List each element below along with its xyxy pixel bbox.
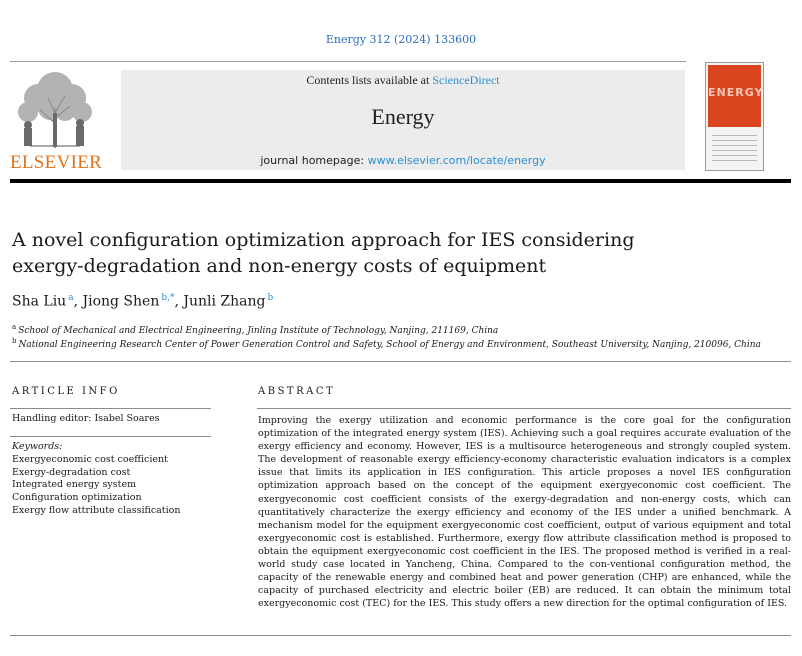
article-title — [12, 227, 712, 279]
section-divider — [10, 361, 791, 362]
header-thick-rule — [10, 179, 791, 183]
keyword-item[interactable]: Exergyeconomic cost coefficient — [12, 453, 168, 465]
journal-name: Energy — [371, 104, 435, 129]
journal-banner — [121, 70, 685, 170]
keywords-label: Keywords: — [12, 441, 63, 452]
cover-title: ENERGY — [708, 86, 764, 99]
keyword-item[interactable]: Exergy-degradation cost — [12, 466, 131, 478]
affiliation-text: National Engineering Research Center of Power Generation Control and Safety, School of Energy and Environment, Southeast University, Nanjing, 210096, China — [18, 340, 761, 350]
cover-text-lines — [712, 135, 757, 165]
homepage-prefix: journal homepage: — [260, 154, 368, 167]
abstract-body: Improving the exergy utilization and economic performance is the core goal for the configuration optimization of the integrated energy system (IES). Achieving such a goal requires accurate evaluation of the exergy efficiency and economy. However, IES is a multisource heterogeneous and strongly coupled system. The development of reasonable exergy efficiency-economy characteristic evaluation indicators is a complex issue that limits its application in IES configuration. This article proposes a novel IES configuration optimization approach based on the concept of the equipment exergyeconomic cost coefficient. The exergyeconomic cost coefficient consists of the exergy-degradation and non-energy costs, which can quantitatively characterize the exergy efficiency and economy of the IES under a unified benchmark. A mechanism model for the equipment exergyeconomic cost coefficient, output of various equipment and total exergyeconomic cost is established. Furthermore, exergy flow attribute classification method is proposed to obtain the equipment exergyeconomic cost coefficient in the IES. The proposed method is verified in a real-world study case located in Yancheng, China. Compared to the con-ventional configuration method, the capacity of the renewable energy and combined heat and power generation (CHP) are enhanced, while the capacity of purchased electricity and electric boiler (EB) are reduced. It can obtain the minimum total exergyeconomic cost (TEC) for the IES. This study offers a new direction for the optimal configuration of IES. — [258, 415, 791, 610]
affiliation-a — [12, 323, 498, 336]
author-name[interactable]: Junli Zhang — [183, 293, 266, 310]
author-separator: , — [174, 293, 184, 310]
journal-cover-thumbnail[interactable] — [705, 62, 764, 171]
article-info-heading: ARTICLE INFO — [12, 386, 120, 397]
handling-editor: Handling editor: Isabel Soares — [12, 413, 160, 424]
header-top-rule — [10, 61, 686, 62]
journal-citation[interactable]: Energy 312 (2024) 133600 — [325, 33, 477, 46]
keyword-item[interactable]: Configuration optimization — [12, 492, 142, 504]
keywords-rule — [10, 436, 211, 437]
author-affil-link[interactable]: b — [267, 293, 274, 303]
affiliation-b — [12, 337, 761, 350]
journal-homepage-link[interactable]: www.elsevier.com/locate/energy — [367, 154, 546, 167]
affiliation-marker: a — [12, 323, 17, 331]
publisher-name[interactable]: ELSEVIER — [10, 152, 103, 173]
author-separator: , — [73, 293, 83, 310]
homepage-line — [121, 154, 685, 167]
author-affil-link[interactable]: b,* — [161, 293, 175, 303]
contents-line — [121, 73, 685, 88]
author-name[interactable]: Sha Liu — [12, 293, 67, 310]
bottom-rule — [10, 635, 791, 636]
affiliation-marker: b — [12, 337, 17, 345]
title-line-1: A novel configuration optimization approach for IES considering — [12, 229, 635, 251]
contents-prefix: Contents lists available at — [306, 73, 433, 87]
abstract-heading: ABSTRACT — [258, 386, 336, 397]
author-name[interactable]: Jiong Shen — [82, 293, 160, 310]
article-info-rule — [10, 408, 211, 409]
sciencedirect-link[interactable]: ScienceDirect — [432, 73, 500, 87]
keyword-item[interactable]: Integrated energy system — [12, 479, 137, 491]
keywords-block — [12, 441, 181, 518]
author-affil-link[interactable]: a — [68, 293, 74, 303]
author-list — [12, 293, 273, 310]
affiliation-text: School of Mechanical and Electrical Engineering, Jinling Institute of Technology, Nanjing, 211169, China — [18, 326, 499, 336]
keyword-item[interactable]: Exergy flow attribute classification — [12, 504, 181, 516]
abstract-rule — [257, 408, 791, 409]
title-line-2: exergy-degradation and non-energy costs of equipment — [12, 255, 547, 277]
